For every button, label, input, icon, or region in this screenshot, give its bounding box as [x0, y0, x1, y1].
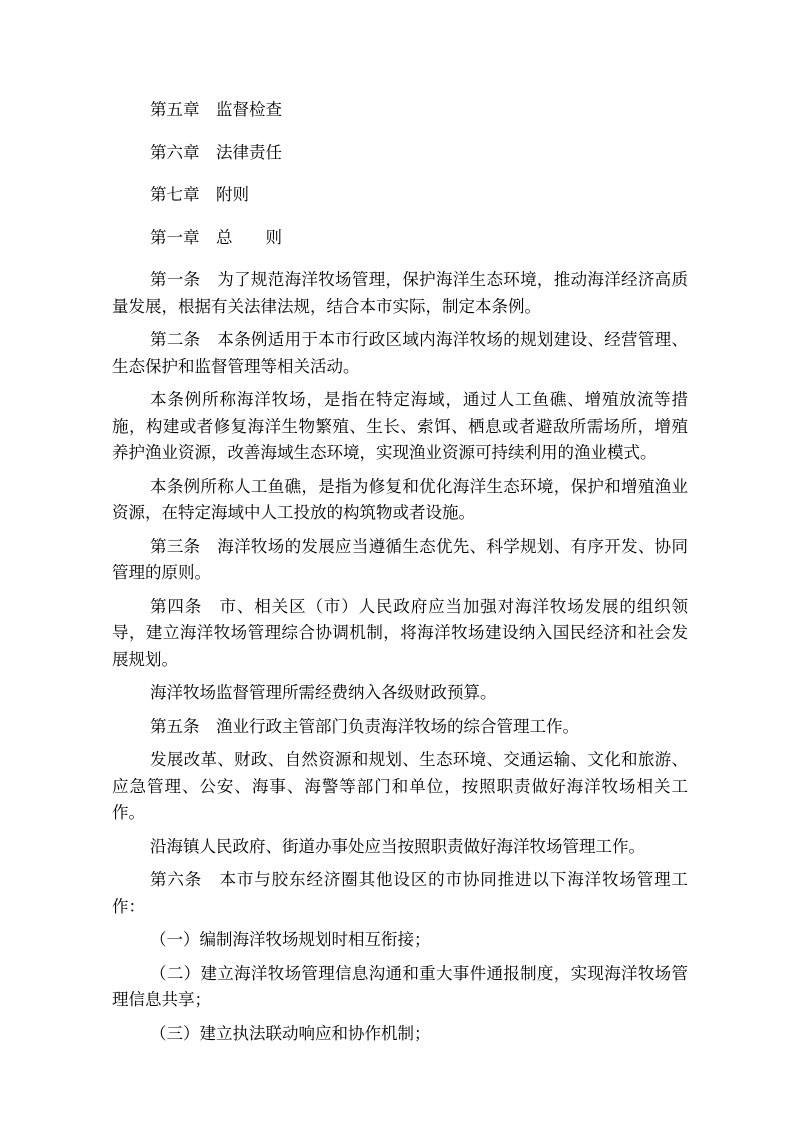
toc-entry: 第五章 监督检查: [150, 100, 282, 119]
article-paragraph: 第三条 海洋牧场的发展应当遵循生态优先、科学规划、有序开发、协同管理的原则。: [112, 536, 688, 582]
article-paragraph: 第一条 为了规范海洋牧场管理，保护海洋生态环境，推动海洋经济高质量发展，根据有关法律法规，结合本市实际，制定本条例。: [112, 270, 688, 316]
article-paragraph: 第四条 市、相关区（市）人民政府应当加强对海洋牧场发展的组织领导，建立海洋牧场管理综合协调机制，将海洋牧场建设纳入国民经济和社会发展规划。: [112, 596, 688, 669]
list-item: （二）建立海洋牧场管理信息沟通和重大事件通报制度，实现海洋牧场管理信息共享；: [112, 963, 688, 1009]
chapter-heading: 第一章 总 则: [150, 227, 282, 247]
article-paragraph: 第二条 本条例适用于本市行政区域内海洋牧场的规划建设、经营管理、生态保护和监督管理等相关活动。: [112, 330, 688, 376]
article-paragraph: 第五条 渔业行政主管部门负责海洋牧场的综合管理工作。: [150, 716, 579, 736]
paragraph: 海洋牧场监督管理所需经费纳入各级财政预算。: [150, 683, 497, 702]
article-paragraph: 第六条 本市与胶东经济圈其他设区的市协同推进以下海洋牧场管理工作：: [112, 870, 688, 916]
list-item: （三）建立执法联动响应和协作机制；: [150, 1023, 431, 1043]
toc-entry: 第六章 法律责任: [150, 142, 282, 162]
paragraph: 本条例所称人工鱼礁，是指为修复和优化海洋生态环境，保护和增殖渔业资源，在特定海域中人工投放的构筑物或者设施。: [112, 476, 688, 522]
toc-entry: 第七章 附则: [150, 185, 249, 204]
paragraph: 沿海镇人民政府、街道办事处应当按照职责做好海洋牧场管理工作。: [150, 836, 645, 856]
list-item: （一）编制海洋牧场规划时相互衔接；: [150, 930, 431, 949]
paragraph: 本条例所称海洋牧场，是指在特定海域，通过人工鱼礁、增殖放流等措施，构建或者修复海洋生物繁殖、生长、索饵、栖息或者避敌所需场所，增殖养护渔业资源，改善海域生态环境，实现渔业资源可持续利用的渔业模式。: [112, 390, 688, 462]
paragraph: 发展改革、财政、自然资源和规划、生态环境、交通运输、文化和旅游、应急管理、公安、海事、海警等部门和单位，按照职责做好海洋牧场相关工作。: [112, 750, 688, 822]
